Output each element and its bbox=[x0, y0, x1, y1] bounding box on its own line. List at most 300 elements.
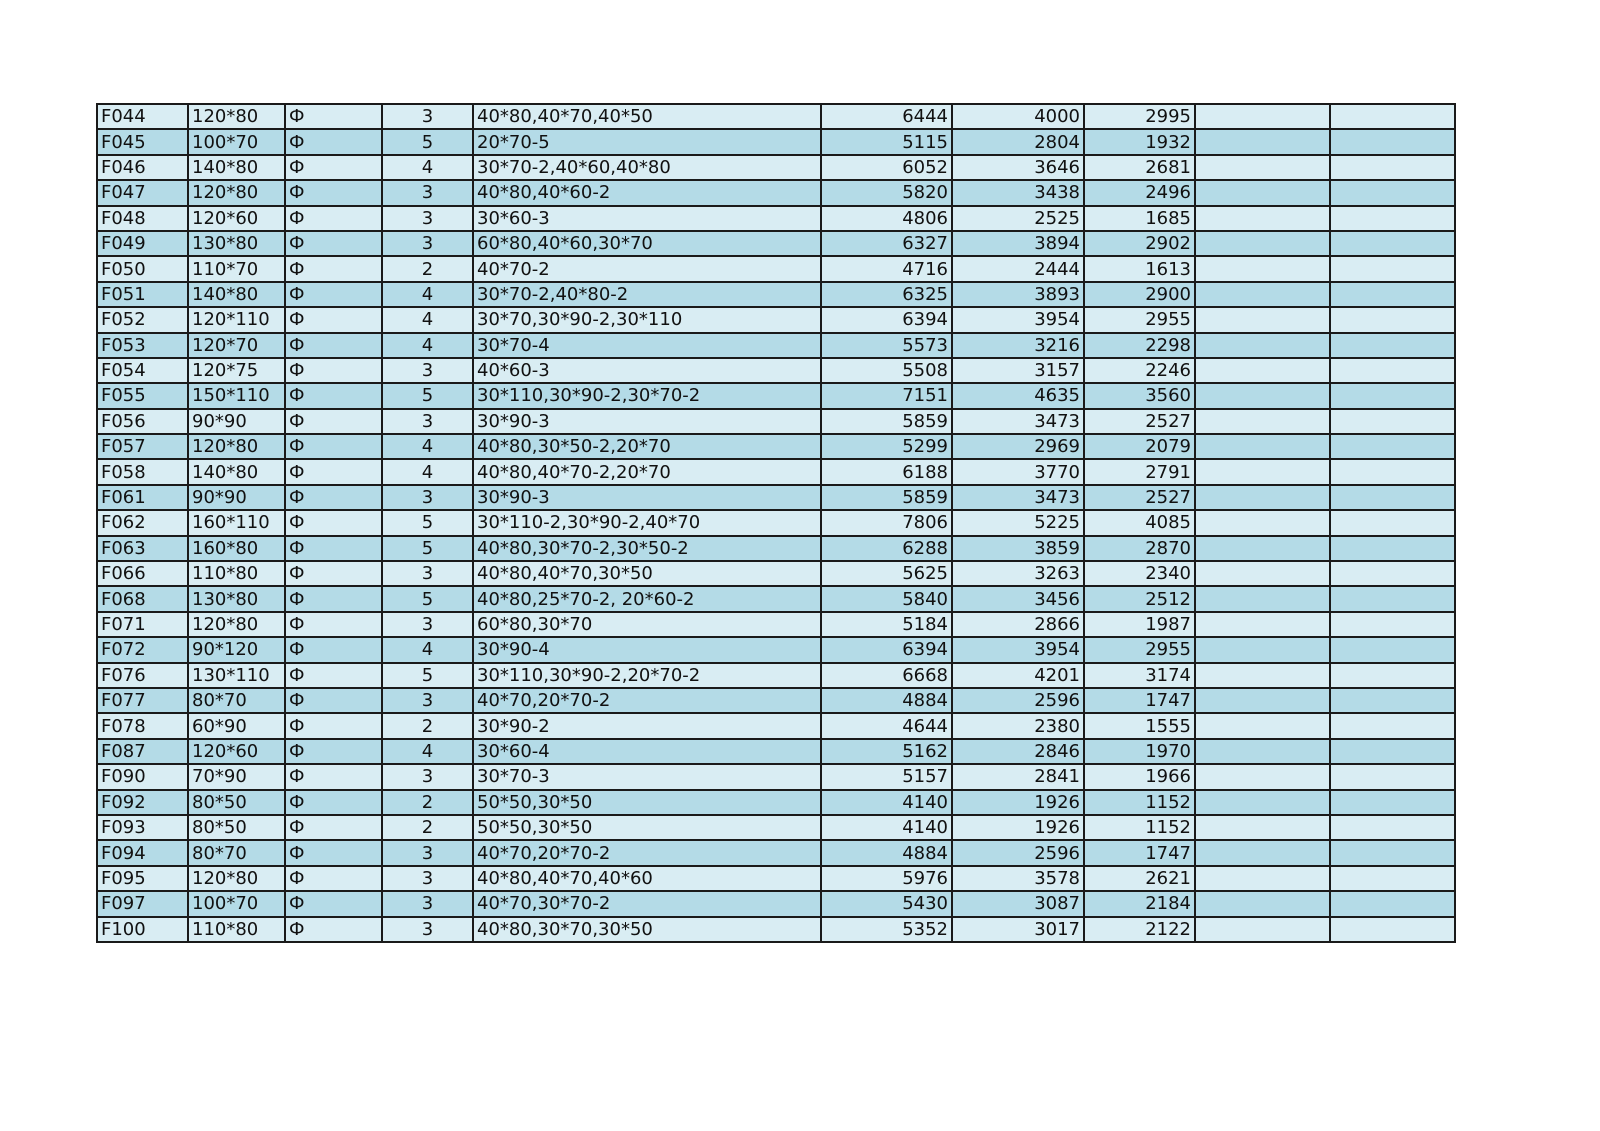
cell-extra-2 bbox=[1330, 612, 1455, 637]
cell-price-3: 1555 bbox=[1084, 713, 1195, 738]
cell-extra-1 bbox=[1195, 891, 1330, 916]
cell-composition: 40*80,40*70,40*60 bbox=[473, 866, 821, 891]
cell-price-1: 4884 bbox=[821, 688, 952, 713]
cell-composition: 30*90-2 bbox=[473, 713, 821, 738]
cell-price-2: 3646 bbox=[952, 155, 1084, 180]
cell-extra-2 bbox=[1330, 739, 1455, 764]
cell-price-1: 5162 bbox=[821, 739, 952, 764]
cell-composition: 40*80,40*70,40*50 bbox=[473, 104, 821, 129]
table-row bbox=[97, 866, 1455, 891]
cell-extra-2 bbox=[1330, 713, 1455, 738]
cell-quantity: 4 bbox=[382, 155, 473, 180]
cell-price-3: 3560 bbox=[1084, 383, 1195, 408]
cell-code: F078 bbox=[97, 713, 188, 738]
cell-quantity: 3 bbox=[382, 358, 473, 383]
cell-price-2: 2596 bbox=[952, 840, 1084, 865]
table-row bbox=[97, 256, 1455, 281]
cell-symbol: Ф bbox=[285, 231, 382, 256]
cell-price-2: 3473 bbox=[952, 485, 1084, 510]
cell-quantity: 5 bbox=[382, 586, 473, 611]
cell-composition: 40*60-3 bbox=[473, 358, 821, 383]
cell-extra-1 bbox=[1195, 663, 1330, 688]
cell-price-1: 5508 bbox=[821, 358, 952, 383]
cell-composition: 30*70-3 bbox=[473, 764, 821, 789]
cell-price-3: 1932 bbox=[1084, 129, 1195, 154]
cell-price-1: 5352 bbox=[821, 917, 952, 942]
cell-size: 130*80 bbox=[188, 231, 285, 256]
cell-price-3: 2246 bbox=[1084, 358, 1195, 383]
cell-quantity: 5 bbox=[382, 129, 473, 154]
cell-size: 130*110 bbox=[188, 663, 285, 688]
cell-extra-2 bbox=[1330, 129, 1455, 154]
table-row bbox=[97, 383, 1455, 408]
cell-size: 120*80 bbox=[188, 104, 285, 129]
cell-composition: 40*80,25*70-2, 20*60-2 bbox=[473, 586, 821, 611]
cell-code: F057 bbox=[97, 434, 188, 459]
cell-price-2: 3954 bbox=[952, 307, 1084, 332]
cell-composition: 40*80,40*70,30*50 bbox=[473, 561, 821, 586]
cell-price-2: 3456 bbox=[952, 586, 1084, 611]
cell-price-2: 2804 bbox=[952, 129, 1084, 154]
cell-code: F087 bbox=[97, 739, 188, 764]
cell-price-2: 4000 bbox=[952, 104, 1084, 129]
cell-extra-2 bbox=[1330, 866, 1455, 891]
cell-composition: 30*110,30*90-2,20*70-2 bbox=[473, 663, 821, 688]
cell-symbol: Ф bbox=[285, 282, 382, 307]
table-row bbox=[97, 485, 1455, 510]
cell-symbol: Ф bbox=[285, 409, 382, 434]
cell-extra-1 bbox=[1195, 917, 1330, 942]
cell-price-2: 3893 bbox=[952, 282, 1084, 307]
cell-quantity: 3 bbox=[382, 688, 473, 713]
table-row bbox=[97, 333, 1455, 358]
cell-extra-1 bbox=[1195, 383, 1330, 408]
cell-composition: 30*110,30*90-2,30*70-2 bbox=[473, 383, 821, 408]
cell-price-1: 5625 bbox=[821, 561, 952, 586]
cell-price-1: 4140 bbox=[821, 790, 952, 815]
cell-composition: 40*70-2 bbox=[473, 256, 821, 281]
table-row bbox=[97, 764, 1455, 789]
cell-symbol: Ф bbox=[285, 510, 382, 535]
cell-code: F095 bbox=[97, 866, 188, 891]
cell-price-3: 2527 bbox=[1084, 485, 1195, 510]
cell-code: F063 bbox=[97, 536, 188, 561]
cell-extra-1 bbox=[1195, 104, 1330, 129]
cell-price-1: 4806 bbox=[821, 206, 952, 231]
cell-size: 80*70 bbox=[188, 688, 285, 713]
cell-symbol: Ф bbox=[285, 206, 382, 231]
table-row bbox=[97, 206, 1455, 231]
cell-composition: 40*80,30*70,30*50 bbox=[473, 917, 821, 942]
cell-price-1: 7151 bbox=[821, 383, 952, 408]
table-row bbox=[97, 510, 1455, 535]
cell-price-2: 3438 bbox=[952, 180, 1084, 205]
cell-quantity: 4 bbox=[382, 739, 473, 764]
cell-price-3: 2681 bbox=[1084, 155, 1195, 180]
cell-price-1: 5859 bbox=[821, 485, 952, 510]
cell-price-3: 1747 bbox=[1084, 688, 1195, 713]
cell-price-1: 6288 bbox=[821, 536, 952, 561]
cell-symbol: Ф bbox=[285, 840, 382, 865]
cell-price-3: 2791 bbox=[1084, 459, 1195, 484]
cell-symbol: Ф bbox=[285, 256, 382, 281]
cell-extra-1 bbox=[1195, 282, 1330, 307]
cell-price-3: 2902 bbox=[1084, 231, 1195, 256]
cell-extra-1 bbox=[1195, 713, 1330, 738]
cell-quantity: 3 bbox=[382, 231, 473, 256]
cell-price-3: 2340 bbox=[1084, 561, 1195, 586]
cell-price-1: 6394 bbox=[821, 307, 952, 332]
cell-size: 150*110 bbox=[188, 383, 285, 408]
cell-size: 80*50 bbox=[188, 790, 285, 815]
cell-code: F068 bbox=[97, 586, 188, 611]
cell-size: 110*80 bbox=[188, 917, 285, 942]
cell-price-3: 1987 bbox=[1084, 612, 1195, 637]
cell-size: 120*110 bbox=[188, 307, 285, 332]
cell-price-3: 2122 bbox=[1084, 917, 1195, 942]
cell-price-2: 1926 bbox=[952, 815, 1084, 840]
cell-price-1: 6188 bbox=[821, 459, 952, 484]
cell-code: F054 bbox=[97, 358, 188, 383]
cell-composition: 30*70-2,40*80-2 bbox=[473, 282, 821, 307]
cell-size: 110*70 bbox=[188, 256, 285, 281]
cell-symbol: Ф bbox=[285, 485, 382, 510]
cell-extra-1 bbox=[1195, 612, 1330, 637]
cell-code: F062 bbox=[97, 510, 188, 535]
cell-symbol: Ф bbox=[285, 790, 382, 815]
cell-extra-1 bbox=[1195, 688, 1330, 713]
cell-extra-1 bbox=[1195, 815, 1330, 840]
cell-size: 140*80 bbox=[188, 155, 285, 180]
table-row bbox=[97, 891, 1455, 916]
table-row bbox=[97, 663, 1455, 688]
cell-composition: 50*50,30*50 bbox=[473, 790, 821, 815]
cell-symbol: Ф bbox=[285, 612, 382, 637]
cell-code: F066 bbox=[97, 561, 188, 586]
cell-price-1: 5299 bbox=[821, 434, 952, 459]
cell-price-2: 3017 bbox=[952, 917, 1084, 942]
cell-quantity: 2 bbox=[382, 790, 473, 815]
cell-extra-2 bbox=[1330, 231, 1455, 256]
cell-size: 160*80 bbox=[188, 536, 285, 561]
cell-extra-2 bbox=[1330, 840, 1455, 865]
cell-composition: 50*50,30*50 bbox=[473, 815, 821, 840]
cell-extra-1 bbox=[1195, 536, 1330, 561]
cell-code: F046 bbox=[97, 155, 188, 180]
cell-extra-1 bbox=[1195, 866, 1330, 891]
cell-symbol: Ф bbox=[285, 383, 382, 408]
cell-symbol: Ф bbox=[285, 815, 382, 840]
cell-size: 80*70 bbox=[188, 840, 285, 865]
cell-symbol: Ф bbox=[285, 917, 382, 942]
cell-extra-2 bbox=[1330, 307, 1455, 332]
cell-extra-1 bbox=[1195, 840, 1330, 865]
cell-quantity: 3 bbox=[382, 104, 473, 129]
cell-code: F090 bbox=[97, 764, 188, 789]
cell-extra-1 bbox=[1195, 129, 1330, 154]
cell-composition: 20*70-5 bbox=[473, 129, 821, 154]
cell-price-3: 3174 bbox=[1084, 663, 1195, 688]
cell-composition: 30*90-3 bbox=[473, 485, 821, 510]
cell-code: F092 bbox=[97, 790, 188, 815]
cell-symbol: Ф bbox=[285, 586, 382, 611]
table-row bbox=[97, 790, 1455, 815]
cell-price-3: 1613 bbox=[1084, 256, 1195, 281]
cell-code: F056 bbox=[97, 409, 188, 434]
cell-extra-1 bbox=[1195, 739, 1330, 764]
cell-quantity: 3 bbox=[382, 180, 473, 205]
cell-price-1: 5115 bbox=[821, 129, 952, 154]
table-body bbox=[97, 104, 1455, 942]
table-row bbox=[97, 180, 1455, 205]
cell-price-1: 4644 bbox=[821, 713, 952, 738]
cell-extra-1 bbox=[1195, 231, 1330, 256]
cell-code: F058 bbox=[97, 459, 188, 484]
cell-quantity: 4 bbox=[382, 307, 473, 332]
table-row bbox=[97, 536, 1455, 561]
cell-extra-1 bbox=[1195, 764, 1330, 789]
cell-price-3: 1970 bbox=[1084, 739, 1195, 764]
cell-price-1: 5573 bbox=[821, 333, 952, 358]
cell-quantity: 5 bbox=[382, 536, 473, 561]
cell-quantity: 3 bbox=[382, 891, 473, 916]
cell-price-3: 2621 bbox=[1084, 866, 1195, 891]
cell-quantity: 3 bbox=[382, 764, 473, 789]
cell-symbol: Ф bbox=[285, 358, 382, 383]
cell-extra-1 bbox=[1195, 790, 1330, 815]
cell-symbol: Ф bbox=[285, 536, 382, 561]
cell-extra-2 bbox=[1330, 764, 1455, 789]
cell-extra-2 bbox=[1330, 459, 1455, 484]
cell-code: F097 bbox=[97, 891, 188, 916]
cell-size: 70*90 bbox=[188, 764, 285, 789]
cell-extra-1 bbox=[1195, 256, 1330, 281]
cell-composition: 30*60-4 bbox=[473, 739, 821, 764]
cell-size: 120*70 bbox=[188, 333, 285, 358]
table-row bbox=[97, 586, 1455, 611]
cell-size: 90*90 bbox=[188, 485, 285, 510]
cell-extra-1 bbox=[1195, 561, 1330, 586]
cell-price-2: 5225 bbox=[952, 510, 1084, 535]
cell-price-1: 6327 bbox=[821, 231, 952, 256]
cell-price-3: 1966 bbox=[1084, 764, 1195, 789]
cell-size: 120*75 bbox=[188, 358, 285, 383]
cell-symbol: Ф bbox=[285, 129, 382, 154]
cell-extra-2 bbox=[1330, 104, 1455, 129]
cell-extra-1 bbox=[1195, 485, 1330, 510]
cell-composition: 30*70,30*90-2,30*110 bbox=[473, 307, 821, 332]
cell-size: 120*60 bbox=[188, 206, 285, 231]
cell-extra-2 bbox=[1330, 637, 1455, 662]
cell-price-2: 1926 bbox=[952, 790, 1084, 815]
cell-size: 120*80 bbox=[188, 434, 285, 459]
cell-extra-1 bbox=[1195, 510, 1330, 535]
cell-composition: 30*70-2,40*60,40*80 bbox=[473, 155, 821, 180]
cell-price-3: 2995 bbox=[1084, 104, 1195, 129]
table-row bbox=[97, 688, 1455, 713]
cell-extra-1 bbox=[1195, 307, 1330, 332]
cell-price-2: 3954 bbox=[952, 637, 1084, 662]
cell-price-1: 5430 bbox=[821, 891, 952, 916]
cell-composition: 30*110-2,30*90-2,40*70 bbox=[473, 510, 821, 535]
cell-extra-1 bbox=[1195, 180, 1330, 205]
cell-price-2: 3216 bbox=[952, 333, 1084, 358]
cell-symbol: Ф bbox=[285, 713, 382, 738]
cell-price-2: 2969 bbox=[952, 434, 1084, 459]
table-row bbox=[97, 231, 1455, 256]
cell-extra-2 bbox=[1330, 790, 1455, 815]
cell-price-3: 4085 bbox=[1084, 510, 1195, 535]
cell-quantity: 4 bbox=[382, 434, 473, 459]
cell-quantity: 5 bbox=[382, 663, 473, 688]
cell-price-3: 2955 bbox=[1084, 307, 1195, 332]
cell-symbol: Ф bbox=[285, 739, 382, 764]
cell-quantity: 2 bbox=[382, 713, 473, 738]
cell-price-2: 2841 bbox=[952, 764, 1084, 789]
cell-price-1: 6444 bbox=[821, 104, 952, 129]
cell-size: 110*80 bbox=[188, 561, 285, 586]
cell-extra-2 bbox=[1330, 333, 1455, 358]
price-table bbox=[96, 103, 1456, 943]
table-row bbox=[97, 155, 1455, 180]
cell-composition: 40*70,30*70-2 bbox=[473, 891, 821, 916]
cell-symbol: Ф bbox=[285, 561, 382, 586]
table-row bbox=[97, 637, 1455, 662]
cell-price-3: 2184 bbox=[1084, 891, 1195, 916]
cell-extra-2 bbox=[1330, 891, 1455, 916]
cell-quantity: 4 bbox=[382, 333, 473, 358]
cell-extra-2 bbox=[1330, 358, 1455, 383]
cell-size: 100*70 bbox=[188, 891, 285, 916]
cell-extra-1 bbox=[1195, 637, 1330, 662]
cell-code: F049 bbox=[97, 231, 188, 256]
cell-price-2: 2525 bbox=[952, 206, 1084, 231]
cell-code: F044 bbox=[97, 104, 188, 129]
cell-quantity: 2 bbox=[382, 256, 473, 281]
cell-code: F076 bbox=[97, 663, 188, 688]
cell-quantity: 5 bbox=[382, 510, 473, 535]
cell-symbol: Ф bbox=[285, 663, 382, 688]
cell-quantity: 3 bbox=[382, 409, 473, 434]
cell-code: F055 bbox=[97, 383, 188, 408]
cell-extra-2 bbox=[1330, 282, 1455, 307]
table-row bbox=[97, 358, 1455, 383]
cell-size: 140*80 bbox=[188, 459, 285, 484]
cell-price-2: 3473 bbox=[952, 409, 1084, 434]
cell-code: F061 bbox=[97, 485, 188, 510]
cell-size: 160*110 bbox=[188, 510, 285, 535]
cell-code: F053 bbox=[97, 333, 188, 358]
cell-price-1: 5859 bbox=[821, 409, 952, 434]
cell-quantity: 4 bbox=[382, 459, 473, 484]
cell-price-2: 2444 bbox=[952, 256, 1084, 281]
cell-quantity: 3 bbox=[382, 917, 473, 942]
cell-extra-2 bbox=[1330, 206, 1455, 231]
cell-symbol: Ф bbox=[285, 333, 382, 358]
cell-price-1: 7806 bbox=[821, 510, 952, 535]
cell-price-3: 1685 bbox=[1084, 206, 1195, 231]
cell-size: 120*80 bbox=[188, 180, 285, 205]
cell-price-3: 1747 bbox=[1084, 840, 1195, 865]
cell-composition: 60*80,40*60,30*70 bbox=[473, 231, 821, 256]
cell-extra-2 bbox=[1330, 510, 1455, 535]
cell-size: 90*120 bbox=[188, 637, 285, 662]
cell-price-3: 2298 bbox=[1084, 333, 1195, 358]
cell-extra-1 bbox=[1195, 434, 1330, 459]
table-row bbox=[97, 434, 1455, 459]
table-row bbox=[97, 129, 1455, 154]
cell-price-2: 3894 bbox=[952, 231, 1084, 256]
cell-symbol: Ф bbox=[285, 459, 382, 484]
cell-quantity: 4 bbox=[382, 637, 473, 662]
cell-price-2: 3263 bbox=[952, 561, 1084, 586]
cell-price-3: 1152 bbox=[1084, 815, 1195, 840]
cell-size: 80*50 bbox=[188, 815, 285, 840]
cell-quantity: 3 bbox=[382, 485, 473, 510]
cell-extra-1 bbox=[1195, 155, 1330, 180]
table-row bbox=[97, 840, 1455, 865]
table-row bbox=[97, 561, 1455, 586]
cell-price-3: 2496 bbox=[1084, 180, 1195, 205]
cell-price-2: 2380 bbox=[952, 713, 1084, 738]
cell-code: F048 bbox=[97, 206, 188, 231]
cell-extra-1 bbox=[1195, 358, 1330, 383]
cell-quantity: 4 bbox=[382, 282, 473, 307]
cell-symbol: Ф bbox=[285, 155, 382, 180]
cell-composition: 40*70,20*70-2 bbox=[473, 688, 821, 713]
cell-price-2: 4201 bbox=[952, 663, 1084, 688]
cell-quantity: 2 bbox=[382, 815, 473, 840]
cell-price-2: 3087 bbox=[952, 891, 1084, 916]
cell-code: F077 bbox=[97, 688, 188, 713]
table-row bbox=[97, 815, 1455, 840]
cell-price-2: 2846 bbox=[952, 739, 1084, 764]
cell-price-1: 5184 bbox=[821, 612, 952, 637]
cell-size: 120*60 bbox=[188, 739, 285, 764]
cell-composition: 40*70,20*70-2 bbox=[473, 840, 821, 865]
cell-price-2: 3157 bbox=[952, 358, 1084, 383]
cell-price-1: 4716 bbox=[821, 256, 952, 281]
cell-price-3: 1152 bbox=[1084, 790, 1195, 815]
cell-price-1: 5820 bbox=[821, 180, 952, 205]
cell-composition: 40*80,40*70-2,20*70 bbox=[473, 459, 821, 484]
cell-symbol: Ф bbox=[285, 891, 382, 916]
cell-extra-2 bbox=[1330, 256, 1455, 281]
cell-price-1: 5840 bbox=[821, 586, 952, 611]
cell-composition: 30*70-4 bbox=[473, 333, 821, 358]
table-row bbox=[97, 409, 1455, 434]
table-row bbox=[97, 917, 1455, 942]
cell-price-2: 2866 bbox=[952, 612, 1084, 637]
cell-extra-2 bbox=[1330, 485, 1455, 510]
table-row bbox=[97, 104, 1455, 129]
table-row bbox=[97, 459, 1455, 484]
cell-symbol: Ф bbox=[285, 307, 382, 332]
cell-price-1: 6668 bbox=[821, 663, 952, 688]
cell-symbol: Ф bbox=[285, 637, 382, 662]
cell-price-3: 2870 bbox=[1084, 536, 1195, 561]
cell-composition: 40*80,30*50-2,20*70 bbox=[473, 434, 821, 459]
cell-extra-2 bbox=[1330, 815, 1455, 840]
cell-price-1: 4140 bbox=[821, 815, 952, 840]
cell-code: F100 bbox=[97, 917, 188, 942]
cell-size: 120*80 bbox=[188, 612, 285, 637]
cell-symbol: Ф bbox=[285, 434, 382, 459]
cell-symbol: Ф bbox=[285, 688, 382, 713]
cell-extra-1 bbox=[1195, 459, 1330, 484]
cell-size: 100*70 bbox=[188, 129, 285, 154]
cell-extra-1 bbox=[1195, 409, 1330, 434]
